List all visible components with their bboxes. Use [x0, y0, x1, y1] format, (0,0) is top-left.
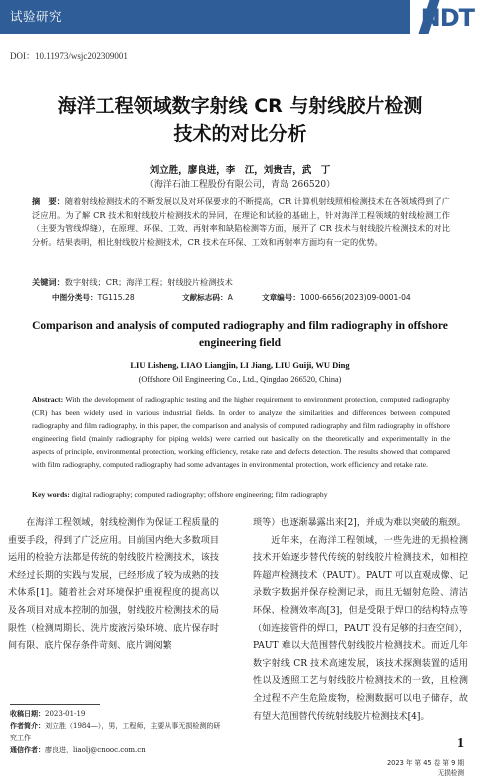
- logo-text: NDT: [420, 4, 474, 32]
- header-bar: [0, 0, 480, 34]
- clc-code: 中图分类号：TG115.28: [52, 293, 135, 302]
- body-column-left: [8, 515, 219, 656]
- article-number: 文章编号：1000-6656(2023)09-0001-04: [262, 293, 411, 302]
- abstract-cn-text: 随着射线检测技术的不断发展以及对环保要求的不断提高，CR 计算机射线照相检测技术在各领域得到了广泛应用。为了解 CR 技术和射线胶片检测技术的异同，在理论和试验的基础上，针对海洋工程领域的射线检测工作（主要为管线焊缝），在原理、环保、工效、再射率和缺陷检测等方面，展开了 CR 技术与射线胶片检测技术的对比分析。结果表明，相比射线胶片检测技术，CR 技术在环保、工效和再射率方面均有一定的优势。: [32, 196, 450, 247]
- title-cn: [20, 92, 460, 148]
- title-en: Comparison and analysis of computed radiography and film radiography in offshore engineering field: [32, 320, 448, 349]
- body-column-right: [253, 515, 468, 726]
- body-paragraph: 近年来，在海洋工程领域，一些先进的无损检测技术开始逐步替代传统的射线胶片检测技术，如相控阵超声检测技术（PAUT）。PAUT 可以直观成像、记录数字数据并保存检测记录，而且无辐射危险、清洁环保、检测效率高[3]，但是受限于焊口的结构特点等（如连接管件的焊口，PAUT 没有足够的扫查空间），PAUT 难以大范围替代射线胶片检测技术。而近几年数字射线 CR 技术高速发展，该技术探测装置的适用性以及透照工艺与射线胶片检测技术的一致，且检测全过程不产生危险废物，检测数据可以电子储存，故有望大范围替代传统射线胶片检测技术[4]。: [253, 535, 468, 722]
- abstract-cn-label: 摘 要：: [32, 196, 65, 206]
- affiliation-en: (Offshore Oil Engineering Co., Ltd., Qingdao 266520, China): [138, 375, 342, 384]
- title-cn-line1: 海洋工程领域数字射线 CR 与射线胶片检测: [57, 95, 423, 117]
- abstract-en-label: Abstract:: [32, 395, 64, 404]
- keywords-cn-text: 数字射线；CR；海洋工程；射线胶片检测技术: [64, 277, 233, 287]
- keywords-en-text: digital radiography; computed radiography; offshore engineering; film radiography: [71, 490, 328, 499]
- keywords-cn: [32, 276, 450, 289]
- corresponding-author: 通信作者：廖良进，liaolj@cnooc.com.cn: [10, 746, 146, 754]
- authors-cn: 刘立胜，廖良进，李 江，刘贵吉，武 丁: [149, 165, 331, 176]
- section-label: 试验研究: [10, 9, 63, 24]
- author-bio: 作者简介：刘立胜（1984—），男，工程师，主要从事无损检测的研究工作: [10, 722, 221, 742]
- body-paragraph: 在海洋工程领域，射线检测作为保证工程质量的重要手段，得到了广泛应用。目前国内绝大多数项目运用的检验方法都是传统的射线胶片检测技术，该技术经过长期的实践与发展，已经形成了较为成熟的技术体系[1]。随着社会对环境保护重视程度的提高以及各项目对成本控制的加强，射线胶片检测技术的局限性（检测周期长、洗片废液污染环境、底片保存时间有限、底片保存条件苛刻、底片调阅繁: [8, 518, 219, 652]
- body-paragraph: 琐等）也逐渐暴露出来[2]，并成为难以突破的瓶颈。: [253, 518, 466, 528]
- keywords-en: [32, 489, 450, 501]
- received-date: 收稿日期：2023-01-19: [10, 710, 86, 718]
- journal-name: 无损检测: [437, 769, 464, 777]
- keywords-en-label: Key words:: [32, 490, 70, 499]
- journal-issue: 2023 年 第 45 卷 第 9 期: [386, 759, 464, 767]
- title-cn-line2: 技术的对比分析: [173, 123, 307, 145]
- footnote: [10, 708, 225, 756]
- abstract-en: [32, 393, 450, 471]
- journal-info: [387, 758, 464, 778]
- authors-en: LIU Lisheng, LIAO Liangjin, LI Jiang, LIU Guiji, WU Ding: [130, 360, 350, 370]
- abstract-en-text: With the development of radiographic testing and the higher requirement to environment protection, computed radiography (CR) has been widely used in various industrial fields. In order to analyze the similarities and differences between computed radiography and film radiography, in this paper, the comparison and analysis of computed radiography and film radiography in offshore engineering field (mainly radiography for piping welds) were carried out basically on the theoretically and experimentally in the aspects of principle, environmental protection, working efficiency, retake rate and defects detection. The results showed that compared with film radiography, computed radiography had some advantages in environmental protection, work efficiency and retake rate.: [32, 395, 450, 469]
- abstract-cn: [32, 195, 450, 249]
- page-number: 1: [457, 736, 464, 751]
- doi[interactable]: DOI：10.11973/wsjc202309001: [10, 51, 128, 61]
- journal-logo: [410, 0, 480, 34]
- keywords-cn-label: 关键词：: [32, 277, 65, 287]
- footnote-divider: [10, 704, 100, 705]
- doc-code: 文献标志码：A: [182, 293, 233, 302]
- affiliation-cn: （海洋石油工程股份有限公司，青岛 266520）: [144, 180, 336, 190]
